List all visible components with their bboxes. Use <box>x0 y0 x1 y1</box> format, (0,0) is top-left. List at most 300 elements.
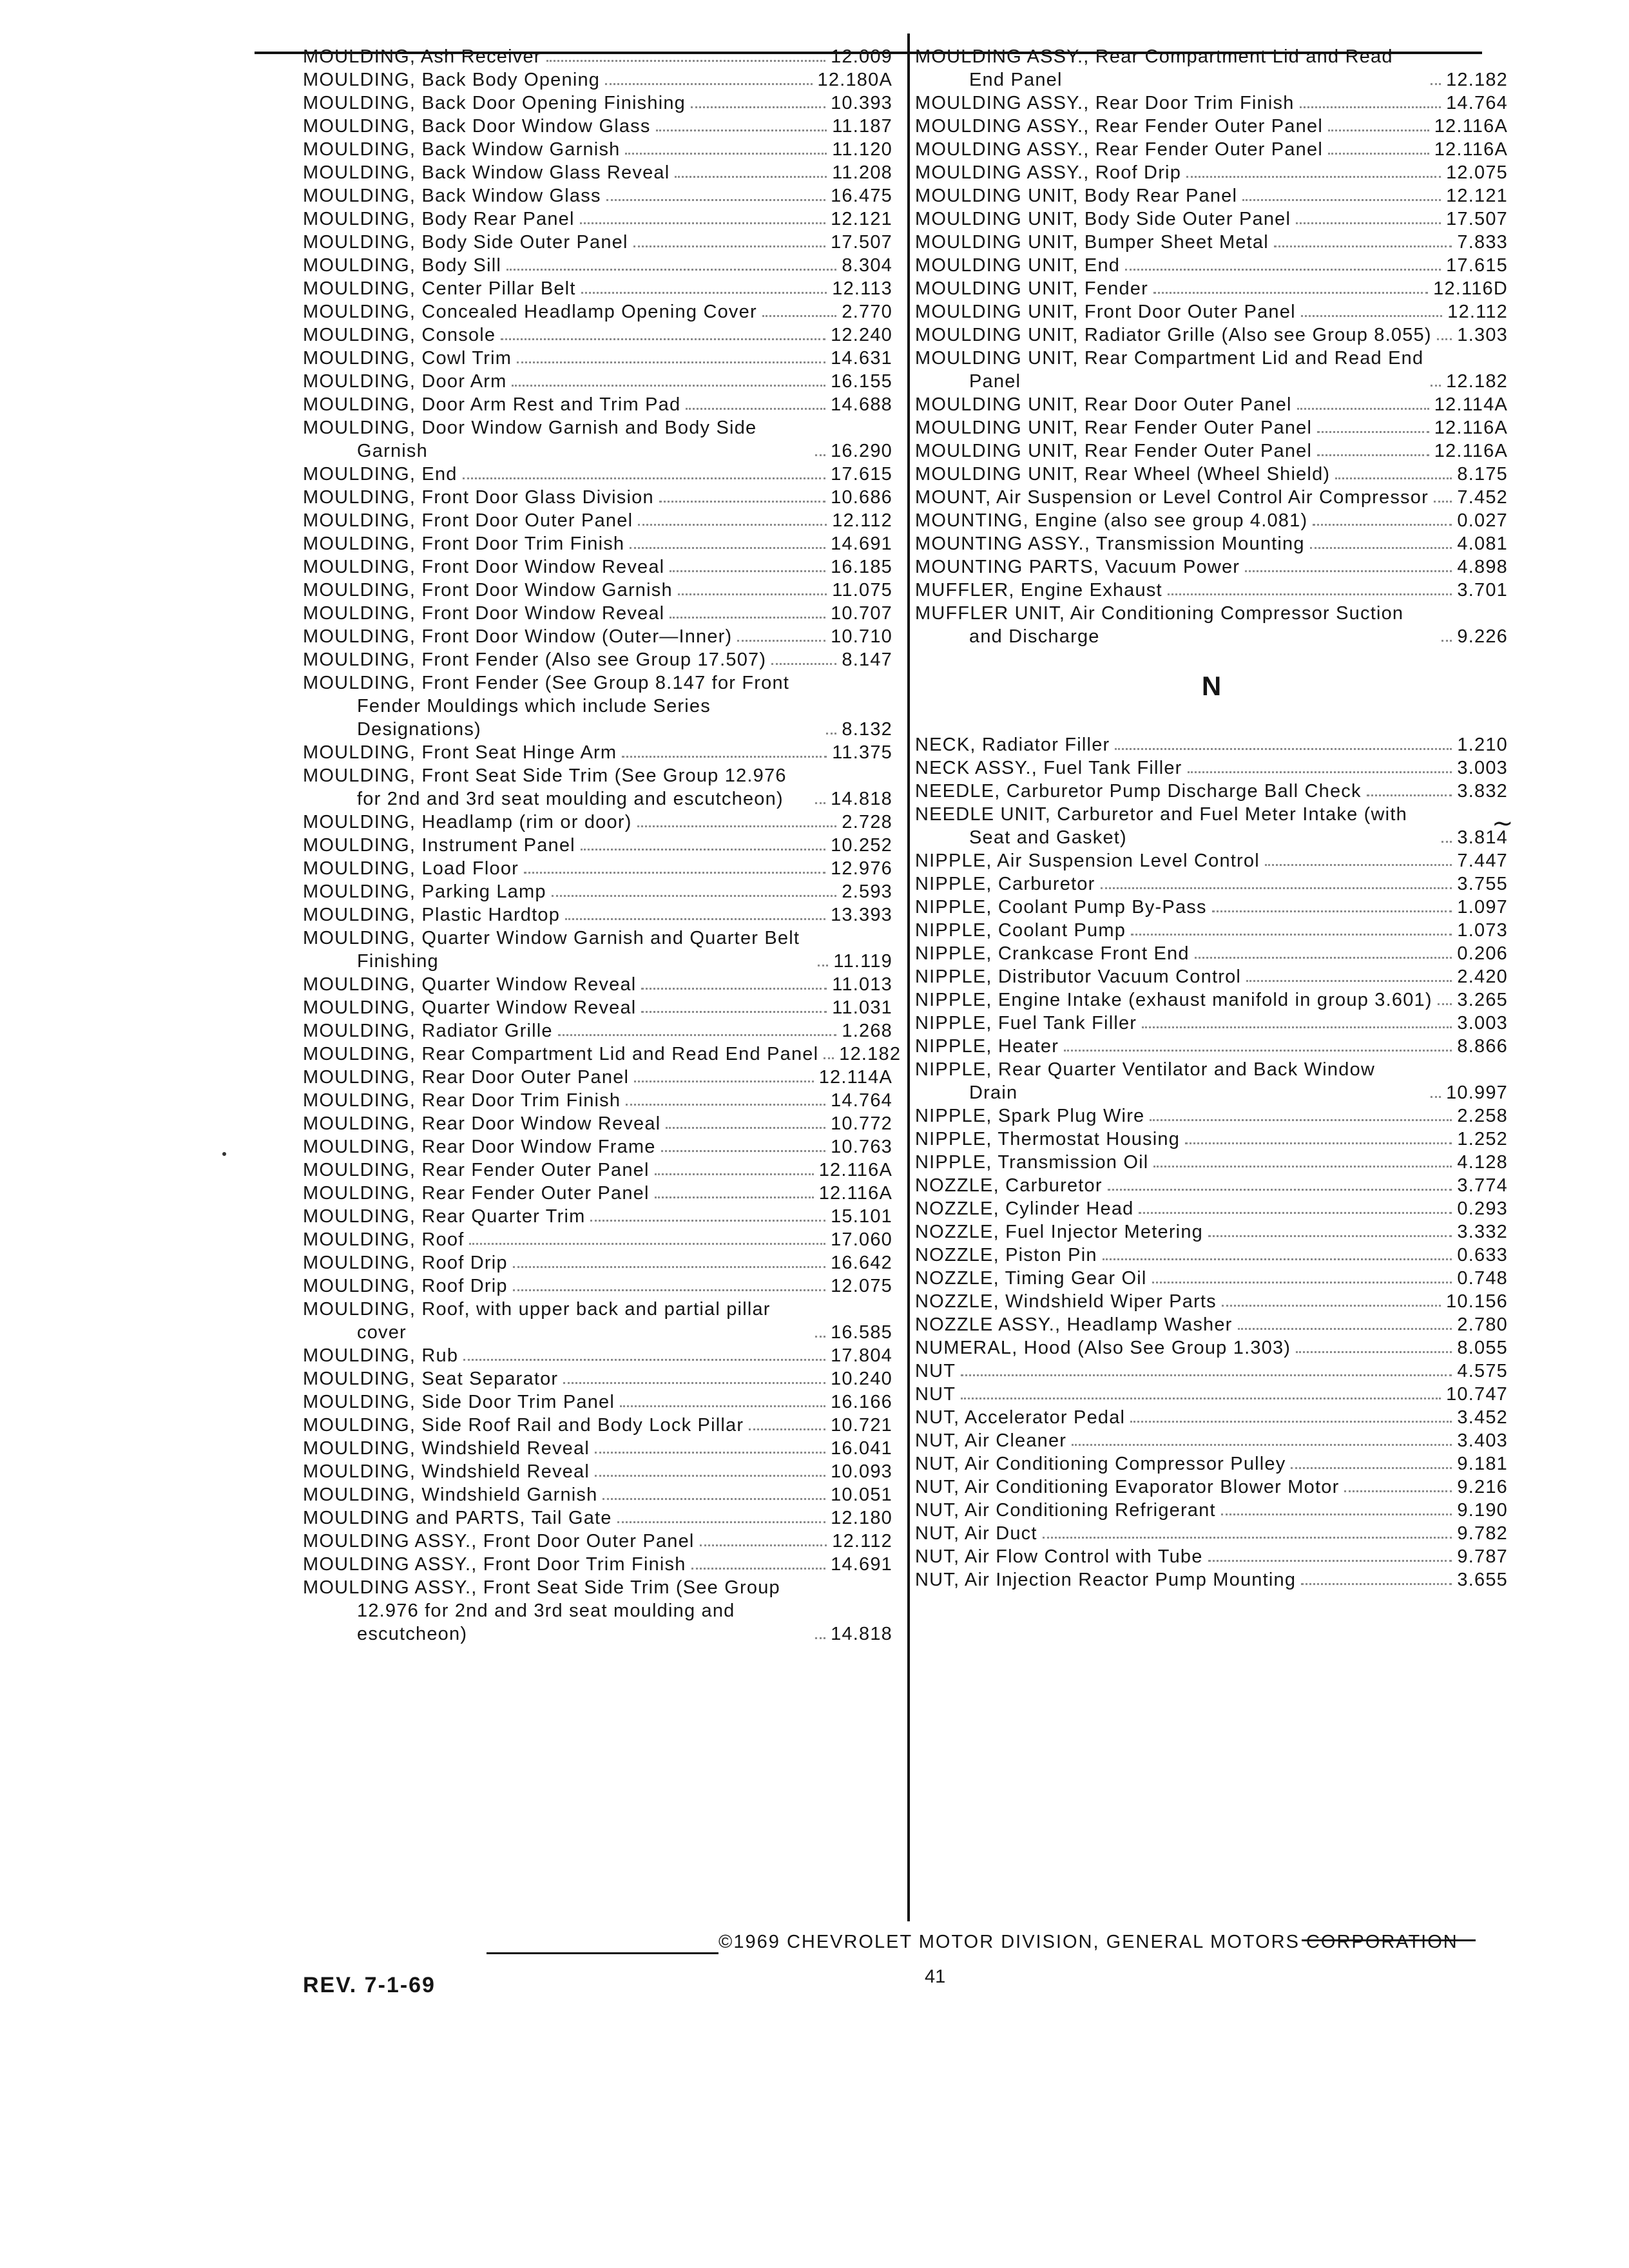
dot-leader <box>590 1219 825 1222</box>
dot-leader <box>638 523 827 526</box>
dot-leader <box>1168 593 1452 595</box>
entry-name: MOULDING ASSY., Rear Fender Outer Panel <box>915 116 1323 137</box>
index-entry <box>915 872 1508 896</box>
group-reference: 2.420 <box>1457 966 1508 987</box>
dot-leader <box>1310 546 1452 549</box>
index-entry <box>915 184 1508 207</box>
entry-name: MOULDING ASSY., Rear Door Trim Finish <box>915 93 1295 113</box>
group-reference: 12.075 <box>831 1276 892 1296</box>
entry-name: MOULDING UNIT, Fender <box>915 278 1148 299</box>
index-entry <box>303 486 892 509</box>
entry-name: MOULDING, Back Body Opening <box>303 70 601 90</box>
group-reference: 1.073 <box>1457 920 1508 941</box>
index-entry <box>915 1545 1508 1568</box>
dot-leader <box>659 500 825 503</box>
dot-leader <box>1238 1327 1452 1330</box>
group-reference: 3.265 <box>1457 990 1508 1010</box>
entry-name: MOULDING UNIT, Body Side Outer Panel <box>915 209 1291 229</box>
dot-leader <box>641 987 827 990</box>
index-entry <box>915 254 1508 277</box>
dot-leader <box>595 1451 825 1454</box>
entry-name: MOULDING UNIT, Radiator Grille (Also see Group 8.055) <box>915 325 1432 345</box>
group-reference: 8.175 <box>1457 464 1508 485</box>
entry-name: MOULDING, Rear Door Window Reveal <box>303 1113 661 1134</box>
entry-name: NOZZLE, Carburetor <box>915 1175 1103 1196</box>
dot-leader <box>1153 291 1428 294</box>
dot-leader <box>1301 1582 1452 1585</box>
dot-leader <box>1125 268 1441 271</box>
index-entry <box>915 1406 1508 1429</box>
dot-leader <box>1434 500 1452 503</box>
dot-leader <box>1246 979 1452 982</box>
dot-leader <box>558 1033 837 1036</box>
entry-name: MOULDING, Side Roof Rail and Body Lock Pillar <box>303 1415 744 1436</box>
index-entry <box>303 1274 892 1298</box>
index-entry <box>303 1182 892 1205</box>
entry-name: MOULDING, Front Seat Side Trim (See Group 12.976 for 2nd and 3rd seat moulding and escutcheon) <box>303 765 787 809</box>
dot-leader <box>513 1265 825 1268</box>
group-reference: 12.121 <box>1446 186 1508 206</box>
dot-leader <box>1297 407 1429 410</box>
entry-name: MOULDING UNIT, Rear Compartment Lid and Read End Panel <box>915 348 1424 392</box>
group-reference: 12.116A <box>1434 418 1508 438</box>
dot-leader <box>563 1381 825 1384</box>
entry-name: MOULDING, Quarter Window Reveal <box>303 974 637 995</box>
index-entry <box>915 277 1508 300</box>
dot-leader <box>1188 771 1452 773</box>
group-reference: 11.187 <box>832 116 892 137</box>
entry-name: MOULDING, Windshield Reveal <box>303 1461 590 1482</box>
index-entry <box>915 1104 1508 1128</box>
group-reference: 17.804 <box>831 1345 892 1366</box>
dot-leader <box>1437 338 1452 340</box>
entry-name: MOULDING, End <box>303 464 458 485</box>
dot-leader <box>1313 523 1452 526</box>
index-entry <box>303 1089 892 1112</box>
index-entry <box>303 1483 892 1506</box>
dot-leader <box>686 407 825 410</box>
dot-leader <box>1431 1095 1441 1098</box>
dot-leader <box>581 848 825 850</box>
index-entry <box>303 1019 892 1043</box>
dot-leader <box>1153 1165 1452 1168</box>
entry-name: MOULDING UNIT, Front Door Outer Panel <box>915 302 1296 322</box>
index-entry <box>915 393 1508 416</box>
index-entry <box>915 1452 1508 1475</box>
entry-name: NIPPLE, Air Suspension Level Control <box>915 850 1260 871</box>
dot-leader <box>655 1196 814 1198</box>
index-entry <box>915 579 1508 602</box>
index-entry <box>915 1244 1508 1267</box>
index-entry <box>915 780 1508 803</box>
entry-name: NUT, Accelerator Pedal <box>915 1407 1126 1428</box>
dot-leader <box>580 222 825 224</box>
index-entry <box>915 965 1508 988</box>
entry-name: MOULDING UNIT, Body Rear Panel <box>915 186 1238 206</box>
dot-leader <box>1222 1304 1441 1307</box>
group-reference: 12.182 <box>1446 70 1508 90</box>
index-entry <box>915 1429 1508 1452</box>
dot-leader <box>826 732 836 735</box>
index-entry <box>303 323 892 347</box>
index-list-right-m <box>915 45 1508 648</box>
index-entry <box>915 555 1508 579</box>
group-reference: 7.833 <box>1457 232 1508 253</box>
dot-leader <box>670 616 825 619</box>
group-reference: 14.688 <box>831 394 892 415</box>
entry-name: NIPPLE, Thermostat Housing <box>915 1129 1181 1149</box>
group-reference: 0.293 <box>1457 1198 1508 1219</box>
index-entry <box>915 803 1508 849</box>
group-reference: 3.701 <box>1457 580 1508 601</box>
index-entry <box>303 579 892 602</box>
entry-name: MOULDING, Front Door Window (Outer—Inner) <box>303 626 733 647</box>
dot-leader <box>1115 747 1452 750</box>
dot-leader <box>620 1405 825 1407</box>
entry-name: MOULDING, Concealed Headlamp Opening Cover <box>303 302 757 322</box>
group-reference: 10.093 <box>831 1461 892 1482</box>
entry-name: NOZZLE, Fuel Injector Metering <box>915 1222 1203 1242</box>
revision-date: REV. 7-1-69 <box>303 1973 436 1997</box>
index-entry <box>303 68 892 91</box>
group-reference: 2.780 <box>1457 1314 1508 1335</box>
entry-name: MOULDING, Seat Separator <box>303 1369 559 1389</box>
group-reference: 12.182 <box>839 1044 901 1064</box>
group-reference: 17.507 <box>1446 209 1508 229</box>
group-reference: 1.303 <box>1457 325 1508 345</box>
group-reference: 3.003 <box>1457 1013 1508 1033</box>
dot-leader <box>634 1080 814 1082</box>
footer-rule-right <box>1302 1939 1476 1941</box>
group-reference: 12.075 <box>1446 162 1508 183</box>
entry-name: MOULDING, Door Window Garnish and Body Side Garnish <box>303 418 757 461</box>
group-reference: 9.181 <box>1457 1454 1508 1474</box>
entry-name: MOUNTING, Engine (also see group 4.081) <box>915 510 1308 531</box>
index-entry <box>303 393 892 416</box>
index-entry <box>915 347 1508 393</box>
dot-leader <box>815 1637 825 1639</box>
group-reference: 8.055 <box>1457 1338 1508 1358</box>
entry-name: MOULDING UNIT, End <box>915 255 1121 276</box>
group-reference: 1.268 <box>842 1021 892 1041</box>
dot-leader <box>1438 1003 1452 1005</box>
entry-name: MOULDING, Load Floor <box>303 858 519 879</box>
entry-name: NEEDLE UNIT, Carburetor and Fuel Meter Intake (with Seat and Gasket) <box>915 804 1407 848</box>
group-reference: 10.156 <box>1446 1291 1508 1312</box>
entry-name: NIPPLE, Coolant Pump <box>915 920 1126 941</box>
group-reference: 12.114A <box>818 1067 892 1088</box>
group-reference: 9.787 <box>1457 1546 1508 1567</box>
group-reference: 1.097 <box>1457 897 1508 918</box>
entry-name: MOULDING, Console <box>303 325 496 345</box>
dot-leader <box>605 82 812 85</box>
dot-leader <box>666 1126 825 1129</box>
dot-leader <box>552 894 837 897</box>
entry-name: MOULDING UNIT, Rear Fender Outer Panel <box>915 441 1313 461</box>
entry-name: MOULDING, Rub <box>303 1345 459 1366</box>
index-entry <box>303 1228 892 1251</box>
dot-leader <box>1186 175 1441 178</box>
entry-name: MOULDING, Front Fender (Also see Group 17.507) <box>303 649 767 670</box>
entry-name: MOULDING, Plastic Hardtop <box>303 905 561 925</box>
index-entry <box>915 1151 1508 1174</box>
entry-name: MOULDING ASSY., Rear Compartment Lid and Read End Panel <box>915 46 1393 90</box>
group-reference: 12.112 <box>832 1531 892 1552</box>
dot-leader <box>771 662 836 665</box>
group-reference: 16.290 <box>831 441 892 461</box>
group-reference: 11.119 <box>833 951 892 972</box>
index-entry <box>303 532 892 555</box>
index-entry <box>303 347 892 370</box>
group-reference: 17.507 <box>831 232 892 253</box>
entry-name: MOULDING ASSY., Roof Drip <box>915 162 1182 183</box>
dot-leader <box>762 314 837 317</box>
group-reference: 7.447 <box>1457 850 1508 871</box>
entry-name: MOULDING, Back Window Glass Reveal <box>303 162 670 183</box>
group-reference: 14.631 <box>831 348 892 369</box>
group-reference: 0.633 <box>1457 1245 1508 1265</box>
group-reference: 14.818 <box>831 789 892 809</box>
entry-name: NUT, Air Conditioning Evaporator Blower Motor <box>915 1477 1340 1497</box>
index-entry <box>303 996 892 1019</box>
dot-leader <box>512 384 825 387</box>
page-footer <box>303 1921 1501 2012</box>
entry-name: NIPPLE, Transmission Oil <box>915 1152 1149 1173</box>
group-reference: 10.747 <box>1446 1384 1508 1405</box>
group-reference: 15.101 <box>831 1206 892 1227</box>
entry-name: MOULDING, Radiator Grille <box>303 1021 553 1041</box>
entry-name: NECK, Radiator Filler <box>915 735 1110 755</box>
dot-leader <box>1142 1026 1452 1028</box>
right-column <box>915 45 1508 1591</box>
entry-name: NOZZLE, Cylinder Head <box>915 1198 1134 1219</box>
entry-name: NUT, Air Injection Reactor Pump Mounting <box>915 1570 1296 1590</box>
group-reference: 14.691 <box>831 533 892 554</box>
dot-leader <box>463 477 825 479</box>
dot-leader <box>1296 1350 1452 1353</box>
index-entry <box>915 532 1508 555</box>
group-reference: 2.593 <box>842 881 892 902</box>
dot-leader <box>815 1335 825 1338</box>
dot-leader <box>469 1242 825 1245</box>
entry-name: MOULDING, Back Door Window Glass <box>303 116 651 137</box>
dot-leader <box>670 570 825 572</box>
index-entry <box>915 1568 1508 1591</box>
dot-leader <box>749 1428 825 1430</box>
group-reference: 3.403 <box>1457 1430 1508 1451</box>
group-reference: 13.393 <box>831 905 892 925</box>
index-entry <box>915 1035 1508 1058</box>
entry-name: MOULDING ASSY., Front Door Outer Panel <box>303 1531 695 1552</box>
entry-name: MOULDING, Roof <box>303 1229 465 1250</box>
entry-name: MOULDING, Rear Fender Outer Panel <box>303 1183 650 1204</box>
index-entry <box>303 1344 892 1367</box>
group-reference: 12.180A <box>817 70 892 90</box>
group-reference: 9.782 <box>1457 1523 1508 1544</box>
group-reference: 11.075 <box>832 580 892 601</box>
entry-name: MOULDING, Front Door Outer Panel <box>303 510 633 531</box>
group-reference: 12.180 <box>831 1508 892 1528</box>
index-entry <box>303 45 892 68</box>
dot-leader <box>1139 1211 1452 1214</box>
dot-leader <box>517 361 825 363</box>
index-entry <box>303 1414 892 1437</box>
entry-name: MOULDING, Parking Lamp <box>303 881 546 902</box>
dot-leader <box>1152 1281 1452 1283</box>
entry-name: MOULDING, Front Door Glass Division <box>303 487 654 508</box>
index-entry <box>303 91 892 115</box>
entry-name: NUT, Air Conditioning Compressor Pulley <box>915 1454 1286 1474</box>
dot-leader <box>1335 477 1452 479</box>
dot-leader <box>1131 933 1452 936</box>
group-reference: 10.051 <box>831 1485 892 1505</box>
dot-leader <box>678 593 827 595</box>
index-entry <box>915 161 1508 184</box>
index-entry <box>303 184 892 207</box>
group-reference: 4.898 <box>1457 557 1508 577</box>
entry-name: NIPPLE, Fuel Tank Filler <box>915 1013 1137 1033</box>
dot-leader <box>1296 222 1441 224</box>
entry-name: MOULDING, Body Sill <box>303 255 502 276</box>
entry-name: MOULDING, Quarter Window Reveal <box>303 997 637 1018</box>
group-reference: 12.116A <box>1434 139 1508 160</box>
dot-leader <box>1328 129 1429 131</box>
entry-name: MOULDING, Door Arm Rest and Trim Pad <box>303 394 681 415</box>
index-entry <box>915 45 1508 91</box>
group-reference: 11.013 <box>832 974 892 995</box>
dot-leader <box>818 964 828 966</box>
dot-leader <box>1301 314 1443 317</box>
dot-leader <box>565 918 825 920</box>
group-reference: 8.304 <box>842 255 892 276</box>
index-entry <box>915 463 1508 486</box>
index-entry <box>303 880 892 903</box>
group-reference: 8.132 <box>842 719 892 740</box>
group-reference: 12.112 <box>1447 302 1508 322</box>
group-reference: 12.240 <box>831 325 892 345</box>
index-entry <box>303 1066 892 1089</box>
group-reference: 16.041 <box>831 1438 892 1459</box>
index-entry <box>915 756 1508 780</box>
group-reference: 16.185 <box>831 557 892 577</box>
group-reference: 16.475 <box>831 186 892 206</box>
group-reference: 12.116A <box>1434 441 1508 461</box>
entry-name: MOULDING, Roof, with upper back and partial pillar cover <box>303 1299 771 1343</box>
index-entry <box>303 1158 892 1182</box>
entry-name: MOULDING UNIT, Bumper Sheet Metal <box>915 232 1269 253</box>
group-reference: 11.375 <box>832 742 892 763</box>
index-entry <box>303 671 892 741</box>
index-entry <box>915 509 1508 532</box>
dot-leader <box>595 1474 825 1477</box>
index-entry <box>303 625 892 648</box>
dot-leader <box>581 291 827 294</box>
index-entry <box>915 231 1508 254</box>
index-entry <box>915 1475 1508 1499</box>
dot-leader <box>1431 82 1441 85</box>
entry-name: MOULDING UNIT, Rear Fender Outer Panel <box>915 418 1313 438</box>
index-entry <box>303 115 892 138</box>
dot-leader <box>626 1103 825 1106</box>
group-reference: 10.252 <box>831 835 892 856</box>
group-reference: 1.252 <box>1457 1129 1508 1149</box>
index-entry <box>303 1460 892 1483</box>
dot-leader <box>656 129 827 131</box>
entry-name: MOULDING ASSY., Front Seat Side Trim (See Group 12.976 for 2nd and 3rd seat moulding and escutcheon) <box>303 1577 780 1644</box>
entry-name: MOULDING, Body Side Outer Panel <box>303 232 628 253</box>
group-reference: 2.728 <box>842 812 892 832</box>
index-list-left <box>303 45 901 1646</box>
index-entry <box>915 115 1508 138</box>
index-entry <box>915 1058 1508 1104</box>
entry-name: MOUNTING PARTS, Vacuum Power <box>915 557 1240 577</box>
group-reference: 9.216 <box>1457 1477 1508 1497</box>
entry-name: MOULDING, Rear Fender Outer Panel <box>303 1160 650 1180</box>
entry-name: MOULDING, Instrument Panel <box>303 835 575 856</box>
entry-name: MOULDING, Center Pillar Belt <box>303 278 576 299</box>
group-reference: 16.166 <box>831 1392 892 1412</box>
dot-leader <box>506 268 836 271</box>
group-reference: 0.027 <box>1457 510 1508 531</box>
group-reference: 10.772 <box>831 1113 892 1134</box>
group-reference: 3.655 <box>1457 1570 1508 1590</box>
index-entry <box>915 138 1508 161</box>
entry-name: NEEDLE, Carburetor Pump Discharge Ball Check <box>915 781 1362 802</box>
dot-leader <box>961 1397 1441 1399</box>
group-reference: 0.206 <box>1457 943 1508 964</box>
entry-name: MOULDING, Front Door Trim Finish <box>303 533 625 554</box>
group-reference: 12.976 <box>831 858 892 879</box>
group-reference: 10.997 <box>1446 1082 1508 1103</box>
index-entry <box>915 1174 1508 1197</box>
index-entry <box>915 300 1508 323</box>
index-entry <box>915 1383 1508 1406</box>
entry-name: MOULDING, Cowl Trim <box>303 348 512 369</box>
group-reference: 14.764 <box>831 1090 892 1111</box>
footer-rule-left <box>487 1952 718 1954</box>
index-entry <box>303 1251 892 1274</box>
dot-leader <box>625 152 827 155</box>
entry-name: MOULDING ASSY., Rear Fender Outer Panel <box>915 139 1323 160</box>
index-entry <box>303 254 892 277</box>
group-reference: 16.155 <box>831 371 892 392</box>
index-entry <box>303 1437 892 1460</box>
entry-name: NIPPLE, Coolant Pump By-Pass <box>915 897 1207 918</box>
entry-name: NUT, Air Duct <box>915 1523 1037 1544</box>
index-entry <box>303 741 892 764</box>
dot-leader <box>700 1544 827 1546</box>
group-reference: 3.003 <box>1457 758 1508 778</box>
index-entry <box>303 416 892 463</box>
dot-leader <box>1212 910 1452 912</box>
entry-name: MOULDING, Roof Drip <box>303 1253 508 1273</box>
page-number: 41 <box>925 1966 946 1987</box>
group-reference: 10.707 <box>831 603 892 624</box>
entry-name: MOULDING, Quarter Window Garnish and Quarter Belt Finishing <box>303 928 800 972</box>
index-entry <box>303 1043 901 1066</box>
dot-leader <box>1367 794 1452 796</box>
index-entry <box>303 927 892 973</box>
index-entry <box>915 1267 1508 1290</box>
index-entry <box>303 973 892 996</box>
entry-name: NIPPLE, Engine Intake (exhaust manifold in group 3.601) <box>915 990 1432 1010</box>
entry-name: MOULDING, Front Door Window Reveal <box>303 557 665 577</box>
dot-leader <box>602 1497 825 1500</box>
dot-leader <box>546 59 825 62</box>
dot-leader <box>1072 1443 1452 1446</box>
index-entry <box>303 1576 892 1646</box>
dot-leader <box>1108 1188 1452 1191</box>
